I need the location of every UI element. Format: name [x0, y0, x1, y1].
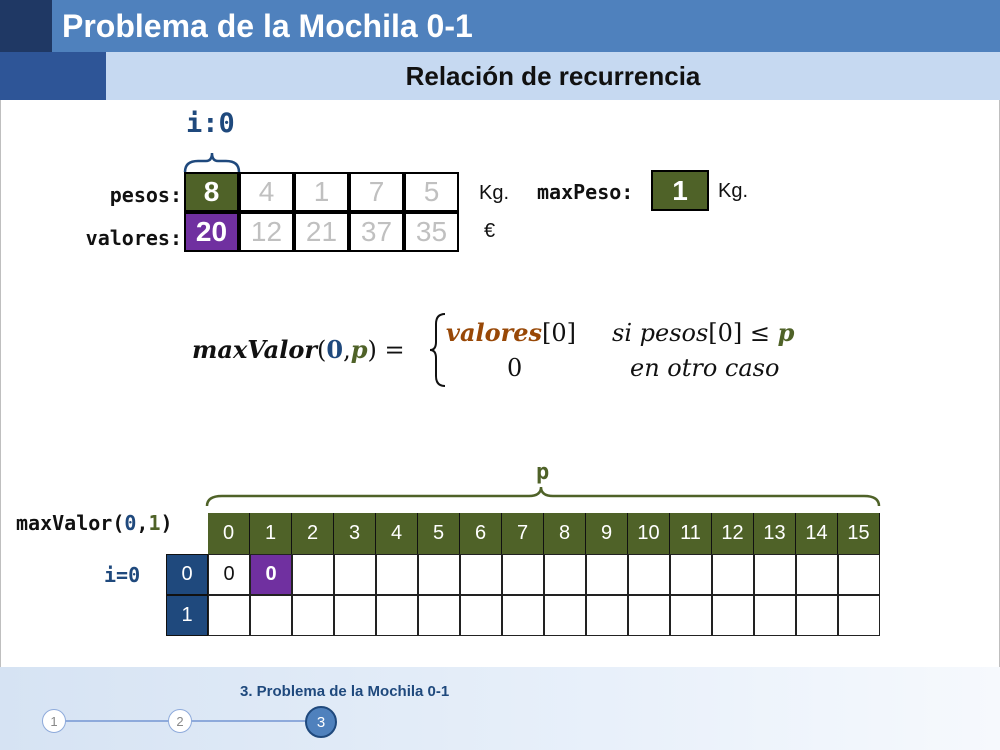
table-title-comma: , — [136, 511, 149, 535]
valores-cell: 35 — [404, 212, 459, 252]
table-column-header: 2 — [292, 513, 334, 554]
formula-case-2-condition: en otro caso — [630, 354, 780, 382]
table-cell — [586, 554, 628, 595]
formula-valores-index: [0] — [542, 319, 577, 347]
valores-cell: 21 — [294, 212, 349, 252]
table-cell — [418, 595, 460, 636]
table-column-header: 14 — [796, 513, 838, 554]
table-row-header: 1 — [166, 595, 208, 636]
table-column-header: 10 — [628, 513, 670, 554]
pesos-cell: 1 — [294, 172, 349, 212]
formula-cond-p: p — [777, 318, 795, 347]
table-cell — [796, 554, 838, 595]
formula-case-2-value: 0 — [507, 354, 523, 382]
table-cell — [544, 595, 586, 636]
table-cell — [712, 595, 754, 636]
table-column-header: 0 — [208, 513, 250, 554]
table-cell — [628, 595, 670, 636]
table-title — [16, 511, 173, 535]
footer-step-3[interactable]: 3 — [305, 706, 337, 738]
table-cell — [628, 554, 670, 595]
header-accent-medium — [0, 52, 106, 100]
formula-cond-index: [0] ≤ — [708, 319, 778, 347]
formula-fn-name: maxValor — [192, 335, 317, 364]
table-column-header: 8 — [544, 513, 586, 554]
table-column-header: 1 — [250, 513, 292, 554]
table-cell — [670, 595, 712, 636]
pesos-unit: Kg. — [479, 182, 510, 204]
table-column-header: 6 — [460, 513, 502, 554]
valores-cell: 37 — [349, 212, 404, 252]
formula-case-1-condition — [612, 318, 794, 347]
table-column-header: 13 — [754, 513, 796, 554]
table-column-header: 4 — [376, 513, 418, 554]
p-axis-label: p — [536, 460, 550, 485]
table-cell — [460, 554, 502, 595]
formula-comma: , — [343, 336, 351, 364]
table-column-header: 15 — [838, 513, 880, 554]
table-cell — [712, 554, 754, 595]
table-column-header: 3 — [334, 513, 376, 554]
table-row-header: 0 — [166, 554, 208, 595]
max-peso-unit: Kg. — [718, 180, 749, 202]
formula-case-1-value — [446, 318, 576, 347]
formula-cond-text: si pesos — [612, 319, 709, 347]
table-cell — [754, 554, 796, 595]
table-title-i: 0 — [124, 511, 137, 535]
index-label: i:0 — [186, 108, 235, 139]
formula-close: ) = — [367, 336, 405, 364]
table-cell — [418, 554, 460, 595]
table-column-header: 11 — [670, 513, 712, 554]
slide-subtitle: Relación de recurrencia — [405, 61, 701, 91]
footer-bar — [0, 667, 1000, 750]
formula-i: 0 — [326, 335, 344, 364]
table-cell — [838, 554, 880, 595]
table-cell — [796, 595, 838, 636]
p-brace — [204, 484, 882, 508]
table-cell — [376, 595, 418, 636]
table-title-p: 1 — [148, 511, 161, 535]
pesos-cell: 8 — [184, 172, 239, 212]
footer-step-1[interactable]: 1 — [42, 709, 66, 733]
table-column-header: 9 — [586, 513, 628, 554]
pesos-label: pesos: — [109, 183, 182, 207]
table-cell — [334, 595, 376, 636]
max-peso-value: 1 — [651, 170, 709, 211]
formula-cases-brace — [428, 312, 448, 388]
valores-cell: 12 — [239, 212, 294, 252]
formula-p: p — [350, 335, 368, 364]
max-peso-label: maxPeso: — [537, 180, 634, 204]
pesos-cell: 7 — [349, 172, 404, 212]
table-title-close: ) — [160, 511, 173, 535]
valores-unit: € — [484, 220, 496, 242]
table-cell — [208, 595, 250, 636]
table-cell — [250, 595, 292, 636]
table-cell — [292, 554, 334, 595]
valores-label: valores: — [85, 226, 182, 250]
valores-cell: 20 — [184, 212, 239, 252]
table-cell: 0 — [250, 554, 292, 595]
table-cell — [502, 554, 544, 595]
table-cell — [460, 595, 502, 636]
footer-step-2[interactable]: 2 — [168, 709, 192, 733]
pesos-cell: 5 — [404, 172, 459, 212]
pesos-cell: 4 — [239, 172, 294, 212]
formula-open: ( — [317, 336, 327, 364]
table-cell — [376, 554, 418, 595]
table-column-header: 5 — [418, 513, 460, 554]
slide-title: Problema de la Mochila 0-1 — [62, 8, 473, 44]
table-column-header: 7 — [502, 513, 544, 554]
table-cell — [502, 595, 544, 636]
table-cell: 0 — [208, 554, 250, 595]
index-brace — [182, 150, 242, 174]
table-cell — [586, 595, 628, 636]
formula-lhs — [192, 335, 405, 364]
table-column-header: 12 — [712, 513, 754, 554]
table-cell — [754, 595, 796, 636]
table-title-fn: maxValor( — [16, 511, 125, 535]
footer-section-title: 3. Problema de la Mochila 0-1 — [240, 683, 450, 700]
formula-valores: valores — [446, 318, 543, 347]
table-cell — [670, 554, 712, 595]
table-cell — [838, 595, 880, 636]
table-cell — [292, 595, 334, 636]
table-cell — [544, 554, 586, 595]
row-index-label: i=0 — [104, 563, 141, 587]
table-cell — [334, 554, 376, 595]
